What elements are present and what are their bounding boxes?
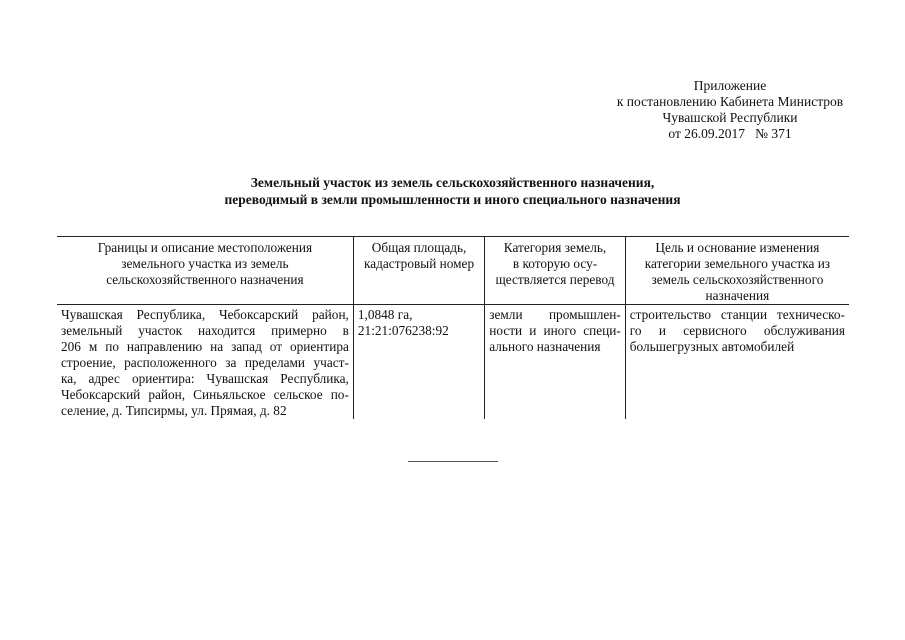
header-category-line: ществляется перевод bbox=[495, 272, 615, 287]
header-purpose-line: Цель и основание изменения bbox=[655, 240, 820, 255]
category-line: ального назначения bbox=[489, 339, 601, 354]
cell-category bbox=[485, 305, 626, 420]
header-purpose-line: земель сельскохозяйственного bbox=[651, 272, 824, 287]
location-line: Чувашская Республика, Чебоксарский район, bbox=[61, 307, 349, 322]
location-line: земельный участок находится примерно в bbox=[61, 323, 349, 338]
appendix-resolution: к постановлению Кабинета Министров bbox=[616, 94, 844, 109]
table-header-row bbox=[57, 237, 849, 305]
cadastral-number: 21:21:076238:92 bbox=[357, 323, 449, 338]
header-location-line: сельскохозяйственного назначения bbox=[106, 272, 304, 287]
header-category-line: Категория земель, bbox=[503, 240, 607, 255]
header-category bbox=[485, 237, 626, 305]
location-line: Чебоксарский район, Синьяльское сельское по- bbox=[61, 387, 349, 402]
appendix-date-number: от 26.09.2017 № 371 bbox=[668, 126, 792, 141]
title-line-2: переводимый в земли промышленности и иного специального назначения bbox=[224, 191, 681, 207]
appendix-block bbox=[560, 78, 900, 142]
title-line-1: Земельный участок из земель сельскохозяйственного назначения, bbox=[250, 175, 655, 190]
header-area-line: кадастровый номер bbox=[363, 256, 475, 271]
cell-location bbox=[57, 305, 353, 420]
appendix-republic: Чувашской Республики bbox=[662, 110, 798, 125]
header-purpose-line: назначения bbox=[705, 288, 770, 303]
location-line: строение, расположенного за пределами участ- bbox=[61, 355, 349, 370]
category-line: земли промышлен- bbox=[489, 307, 621, 322]
area-line: 1,0848 га, bbox=[357, 307, 413, 322]
header-purpose bbox=[625, 237, 849, 305]
end-divider bbox=[408, 461, 498, 462]
table-row bbox=[57, 305, 849, 420]
purpose-line: большегрузных автомобилей bbox=[629, 339, 795, 354]
header-purpose-line: категории земельного участка из bbox=[644, 256, 831, 271]
category-line: ности и иного специ- bbox=[489, 323, 621, 338]
location-line: ка, адрес ориентира: Чувашская Республика, bbox=[61, 371, 349, 386]
header-location-line: земельного участка из земель bbox=[121, 256, 289, 271]
header-area bbox=[353, 237, 484, 305]
cell-area bbox=[353, 305, 484, 420]
header-category-line: в которую осу- bbox=[512, 256, 598, 271]
document-title bbox=[80, 175, 825, 208]
purpose-line: го и сервисного обслуживания bbox=[629, 323, 845, 338]
location-line: 206 м по направлению на запад от ориентира bbox=[61, 339, 349, 354]
cell-purpose bbox=[625, 305, 849, 420]
header-area-line: Общая площадь, bbox=[371, 240, 467, 255]
purpose-line: строительство станции техническо- bbox=[629, 307, 845, 322]
land-plot-table bbox=[57, 236, 849, 419]
header-location-line: Границы и описание местоположения bbox=[97, 240, 313, 255]
location-line: селение, д. Типсирмы, ул. Прямая, д. 82 bbox=[61, 403, 287, 418]
header-location bbox=[57, 237, 353, 305]
appendix-label: Приложение bbox=[693, 78, 767, 93]
